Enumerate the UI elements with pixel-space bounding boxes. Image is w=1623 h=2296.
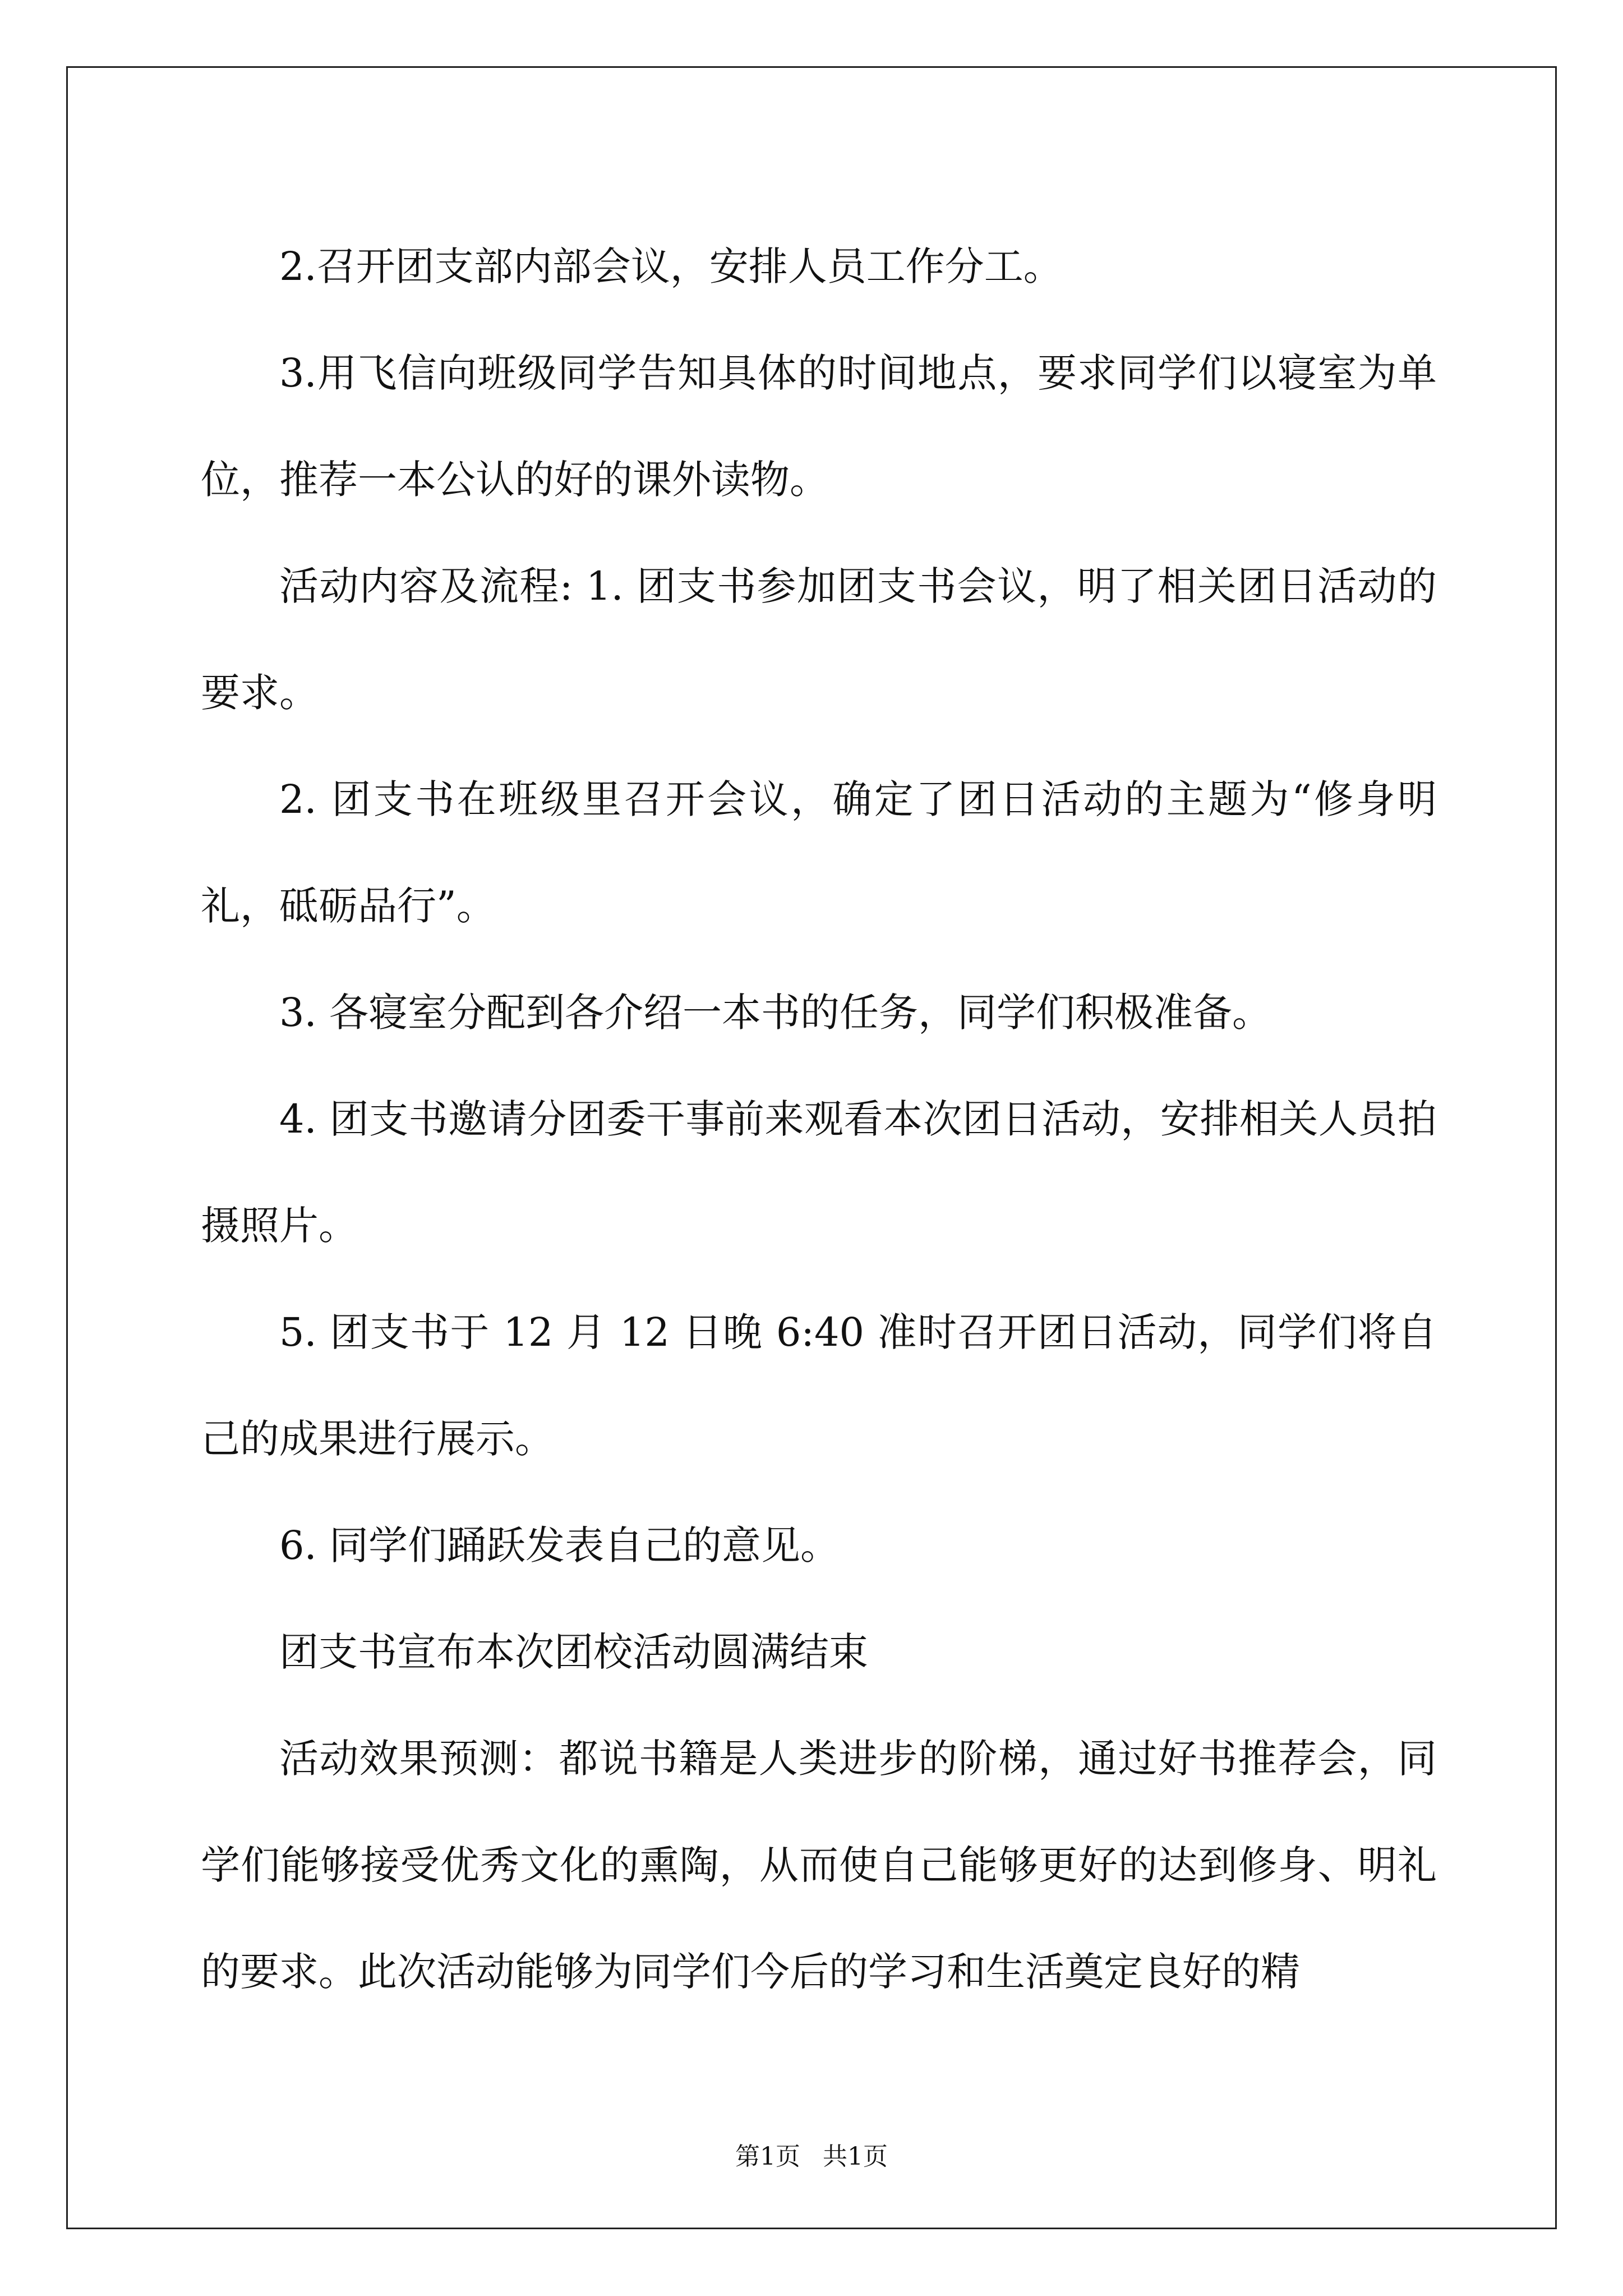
paragraph: 3.用飞信向班级同学告知具体的时间地点，要求同学们以寝室为单位，推荐一本公认的好的课外读物。 xyxy=(201,350,1437,503)
paragraph: 4. 团支书邀请分团委干事前来观看本次团日活动，安排相关人员拍摄照片。 xyxy=(201,1096,1437,1249)
page-footer xyxy=(0,2136,1623,2172)
paragraph: 3. 各寝室分配到各介绍一本书的任务，同学们积极准备。 xyxy=(279,990,1272,1036)
paragraph: 5. 团支书于 12 月 12 日晚 6:40 准时召开团日活动，同学们将自己的成果进行展示。 xyxy=(201,1309,1437,1462)
page-total: 共1页 xyxy=(823,2142,888,2171)
paragraph: 团支书宣布本次团校活动圆满结束 xyxy=(279,1629,868,1675)
page-number: 第1页 xyxy=(735,2142,800,2171)
paragraph: 2.召开团支部内部会议，安排人员工作分工。 xyxy=(279,243,1063,289)
document-body xyxy=(201,213,1437,2025)
paragraph: 6. 同学们踊跃发表自己的意见。 xyxy=(279,1522,840,1568)
paragraph: 活动内容及流程: 1. 团支书参加团支书会议，明了相关团日活动的要求。 xyxy=(201,563,1437,716)
paragraph: 2. 团支书在班级里召开会议，确定了团日活动的主题为“修身明礼，砥砺品行”。 xyxy=(201,776,1437,929)
paragraph: 活动效果预测：都说书籍是人类进步的阶梯，通过好书推荐会，同学们能够接受优秀文化的熏陶，从而使自己能够更好的达到修身、明礼的要求。此次活动能够为同学们今后的学习和生活奠定良好的精 xyxy=(201,1736,1437,1995)
